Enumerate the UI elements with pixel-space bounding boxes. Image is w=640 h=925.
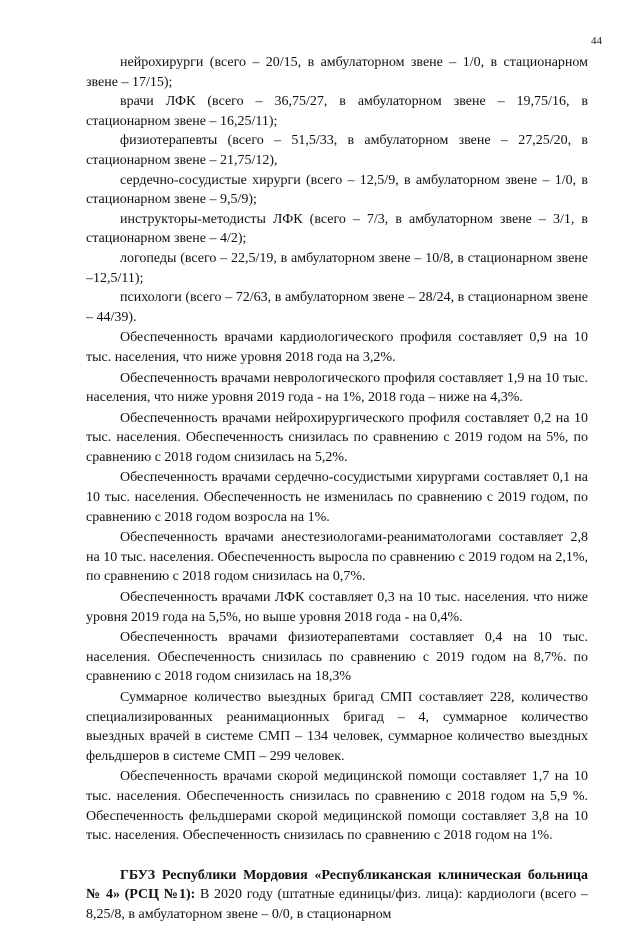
paragraph-vascular-surgeons: сердечно-сосудистые хирурги (всего – 12,5/9, в амбулаторном звене – 1/0, в стационарном звене – 9,5/9); xyxy=(86,172,588,208)
hospital-name-heading: ГБУЗ Республики Мордовия «Республиканская клиническая больница № 4» (РСЦ №1): xyxy=(86,867,588,903)
page-number: 44 xyxy=(591,35,602,47)
paragraph-anesthesiology-coverage: Обеспеченность врачами анестезиологами-реаниматологами составляет 2,8 на 10 тыс. населения. Обеспеченность выросла по сравнению с 2019 годом на 2,1%, по сравнению с 2018 годом снизилась на 0,7%. xyxy=(86,530,588,585)
paragraph-physiotherapists: физиотерапевты (всего – 51,5/33, в амбулаторном звене – 27,25/20, в стационарном звене – 21,75/12), xyxy=(86,133,588,168)
paragraph-lfk-doctors: врачи ЛФК (всего – 36,75/27, в амбулаторном звене – 19,75/16, в стационарном звене – 16,25/11); xyxy=(86,94,588,129)
paragraph-neurology-coverage: Обеспеченность врачами неврологического профиля составляет 1,9 на 10 тыс. населения, что ниже уровня 2019 года - на 1%, 2018 года – ниже на 4,3%. xyxy=(86,370,588,406)
paragraph-vascular-surgery-coverage: Обеспеченность врачами сердечно-сосудистыми хирургами составляет 0,1 на 10 тыс. населения. Обеспеченность не изменилась по сравнению с 2019 годом, по сравнению с 2018 годом возросла на 1%. xyxy=(86,470,588,525)
paragraph-hospital-4 xyxy=(86,866,588,925)
paragraph-lfk-instructors: инструкторы-методисты ЛФК (всего – 7/3, в амбулаторном звене – 3/1, в стационарном звене – 4/2); xyxy=(86,211,588,247)
paragraph-cardiology-coverage: Обеспеченность врачами кардиологического профиля составляет 0,9 на 10 тыс. населения, что ниже уровня 2018 года на 3,2%. xyxy=(86,330,588,365)
paragraph-physiotherapy-coverage: Обеспеченность врачами физиотерапевтами составляет 0,4 на 10 тыс. населения. Обеспеченность снизилась по сравнению с 2019 годом на 8,7%. по сравнению с 2018 годом снизилась на 18,3% xyxy=(86,630,588,685)
paragraph-lfk-coverage: Обеспеченность врачами ЛФК составляет 0,3 на 10 тыс. населения. что ниже уровня 2019 года на 5,5%, но выше уровня 2018 года - на 0,4%. xyxy=(86,590,588,625)
paragraph-neurosurgeons: нейрохирурги (всего – 20/15, в амбулаторном звене – 1/0, в стационарном звене – 17/15); xyxy=(86,55,588,90)
paragraph-speech-therapists: логопеды (всего – 22,5/19, в амбулаторном звене – 10/8, в стационарном звене –12,5/11); xyxy=(86,250,588,286)
paragraph-ambulance-coverage: Обеспеченность врачами скорой медицинской помощи составляет 1,7 на 10 тыс. населения. Обеспеченность снизилась по сравнению с 2018 годом на 5,9 %. Обеспеченность фельдшерами скорой медицинской помощи составляет 3,8 на 10 тыс. населения. Обеспеченность снизилась по сравнению с 2018 годом на 1%. xyxy=(86,769,588,844)
hospital-staff-text: В 2020 году (штатные единицы/физ. лица): кардиологи (всего – 8,25/8, в амбулаторном звене – 0/0, в стационарном xyxy=(86,887,588,922)
paragraph-ambulance-teams: Суммарное количество выездных бригад СМП составляет 228, количество специализированных реанимационных бригад – 4, суммарное количество выездных врачей в системе СМП – 134 человек, суммарное количество выездных фельдшеров в системе СМП – 299 человек. xyxy=(86,690,588,764)
paragraph-psychologists: психологи (всего – 72/63, в амбулаторном звене – 28/24, в стационарном звене – 44/39). xyxy=(86,290,588,325)
body-text xyxy=(86,53,588,925)
paragraph-neurosurgery-coverage: Обеспеченность врачами нейрохирургического профиля составляет 0,2 на 10 тыс. населения. Обеспеченность снизилась по сравнению с 2019 годом на 5%, по сравнению с 2018 годом снизилась на 5,2%. xyxy=(86,410,588,465)
